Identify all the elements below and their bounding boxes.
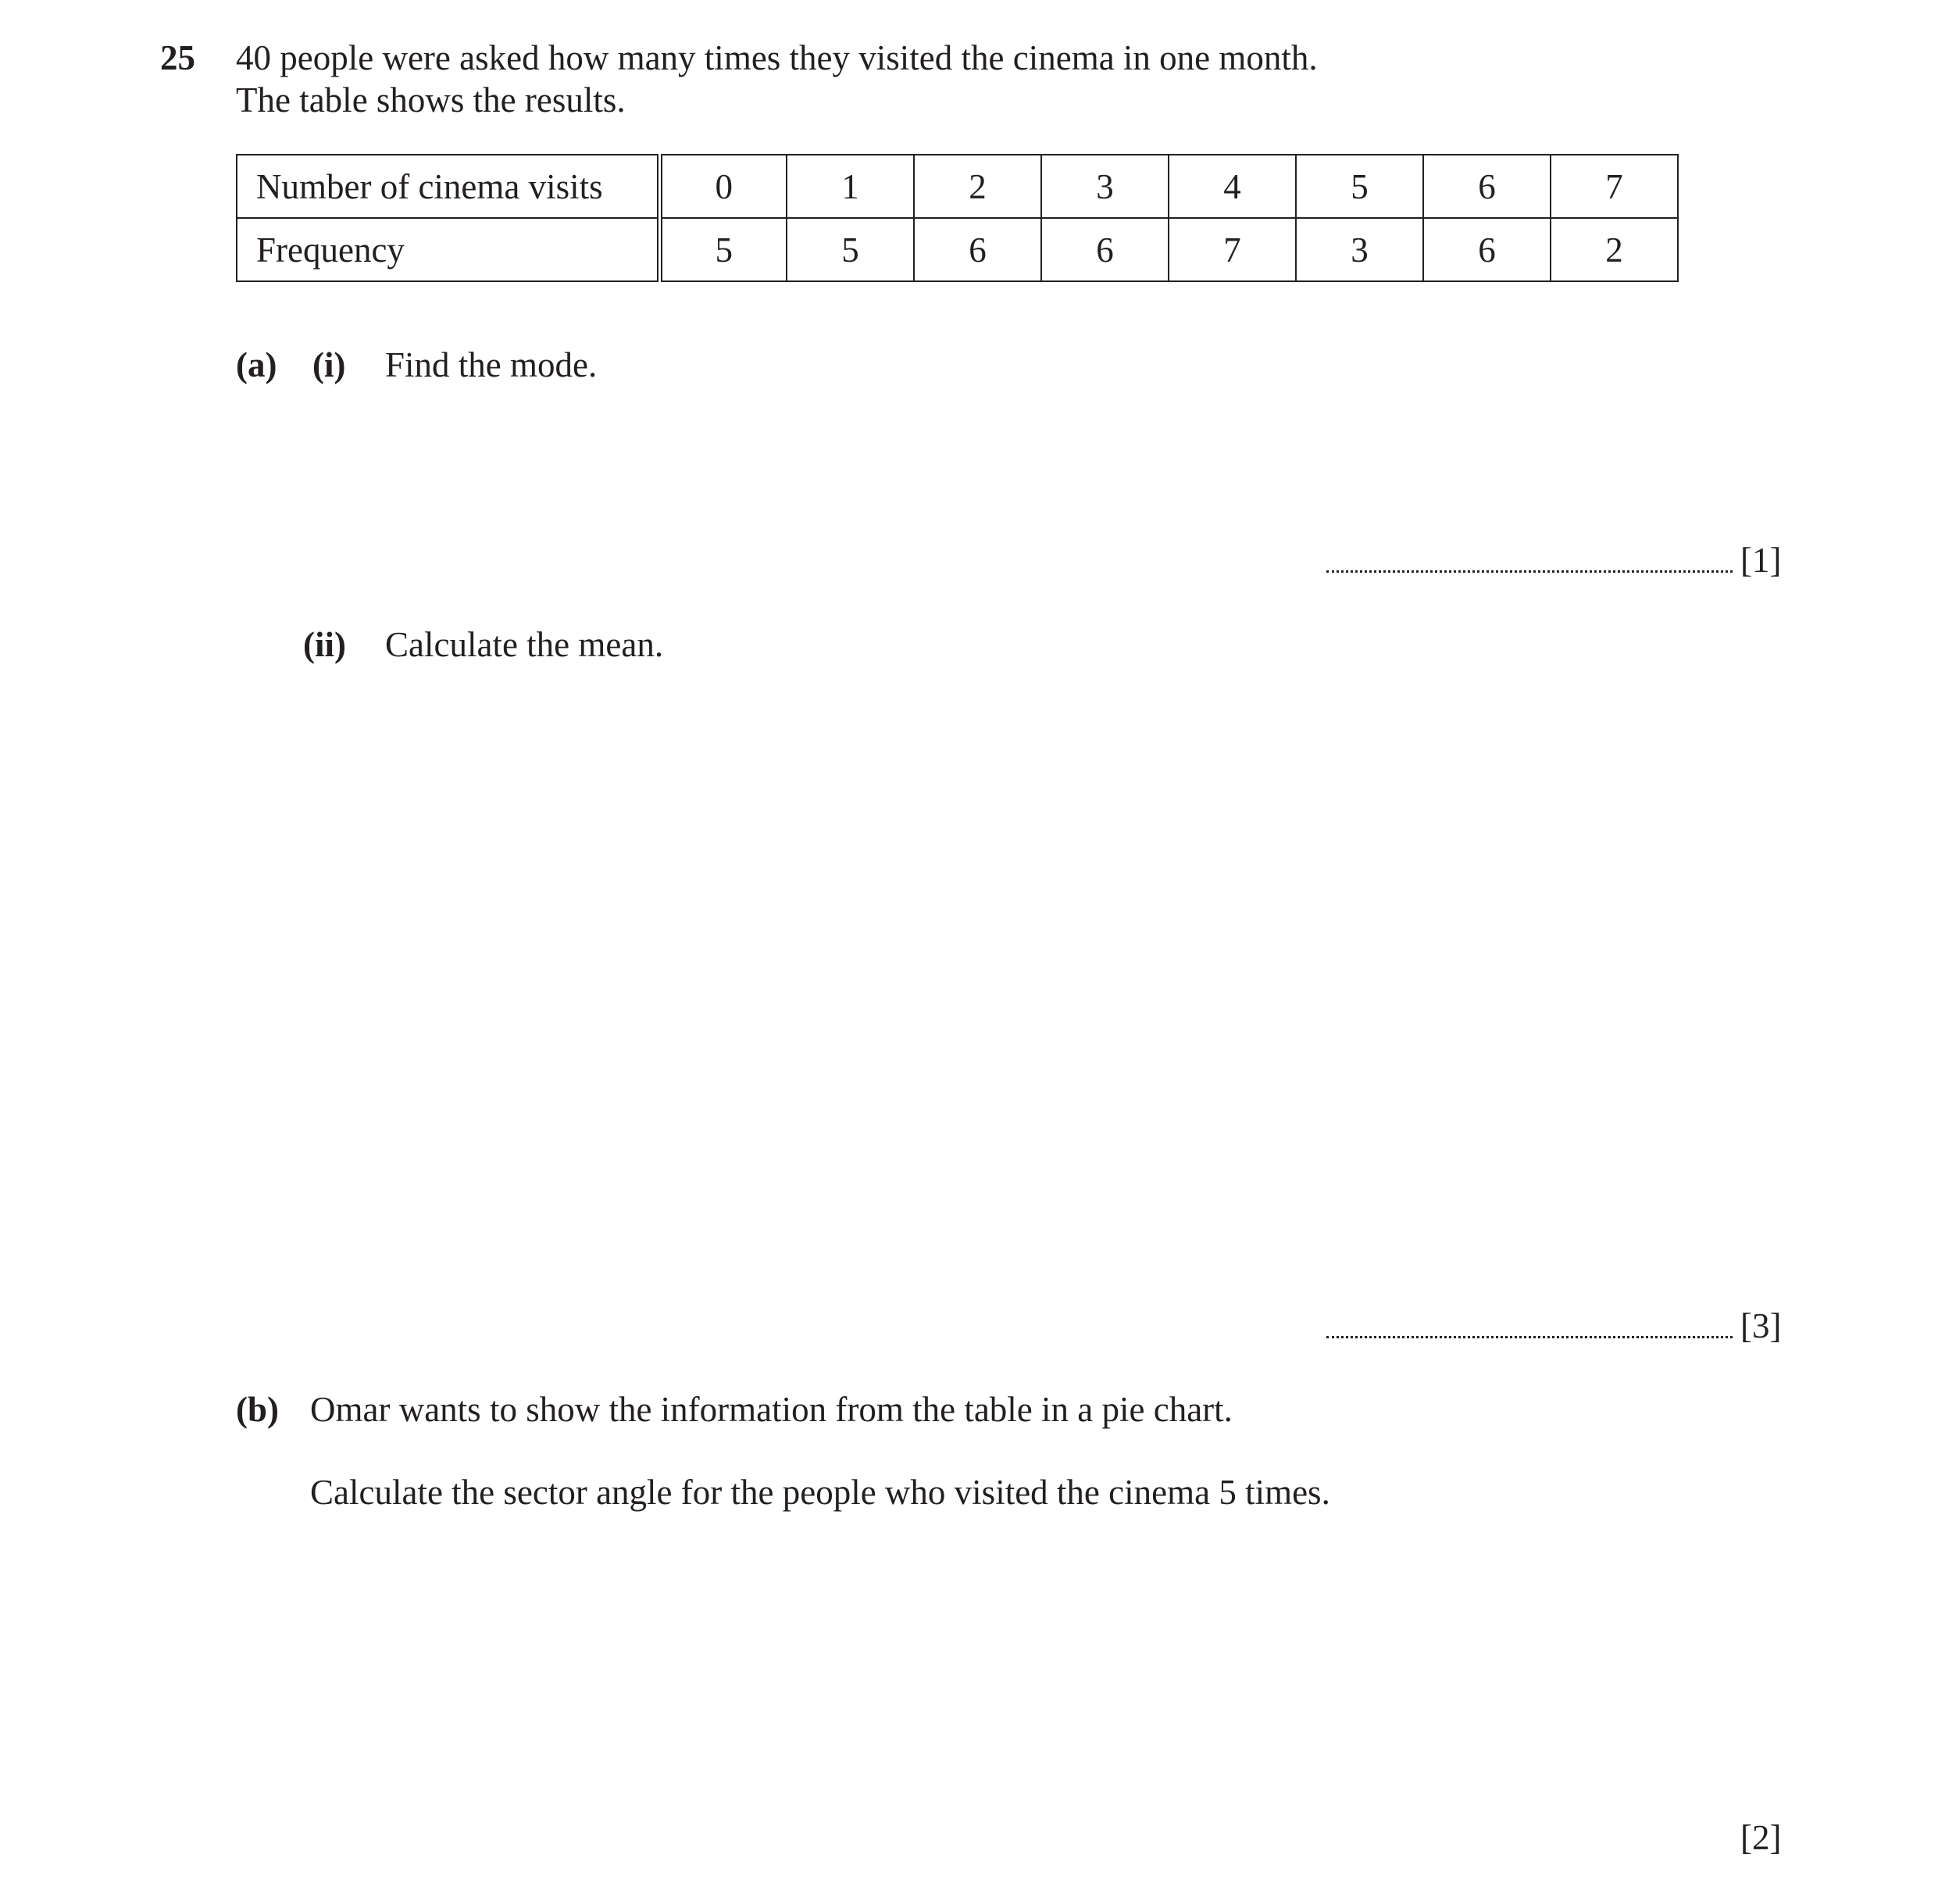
answer-line-a-i[interactable] bbox=[1326, 570, 1733, 573]
table-cell: 4 bbox=[1169, 155, 1296, 218]
part-a-ii-question: Calculate the mean. bbox=[385, 625, 664, 664]
question-intro-line-2: The table shows the results. bbox=[236, 80, 626, 120]
part-a-ii-label: (ii) bbox=[303, 625, 346, 664]
table-cell: 5 bbox=[659, 218, 787, 281]
table-cell: 6 bbox=[1041, 218, 1169, 281]
frequency-table bbox=[236, 154, 1679, 282]
table-row-frequency bbox=[237, 218, 1678, 281]
row-header-visits: Number of cinema visits bbox=[237, 155, 659, 218]
table-cell: 6 bbox=[1423, 218, 1551, 281]
table-cell: 2 bbox=[1551, 218, 1678, 281]
question-number: 25 bbox=[160, 38, 195, 77]
table-cell: 3 bbox=[1296, 218, 1423, 281]
part-b-text-line-1: Omar wants to show the information from the table in a pie chart. bbox=[310, 1390, 1233, 1429]
table-row-visits bbox=[237, 155, 1678, 218]
table-cell: 6 bbox=[1423, 155, 1551, 218]
part-b-question: Calculate the sector angle for the people who visited the cinema 5 times. bbox=[310, 1473, 1330, 1512]
marks-b: [2] bbox=[1740, 1818, 1782, 1857]
part-a-i-label: (i) bbox=[312, 345, 346, 384]
part-b-label: (b) bbox=[236, 1390, 279, 1429]
part-a-i-question: Find the mode. bbox=[385, 345, 598, 384]
marks-a-i: [1] bbox=[1740, 541, 1782, 580]
table-cell: 6 bbox=[914, 218, 1041, 281]
table-cell: 2 bbox=[914, 155, 1041, 218]
question-intro-line-1: 40 people were asked how many times they visited the cinema in one month. bbox=[236, 38, 1318, 77]
answer-line-a-ii[interactable] bbox=[1326, 1336, 1733, 1338]
table-cell: 5 bbox=[1296, 155, 1423, 218]
table-cell: 0 bbox=[659, 155, 787, 218]
table-cell: 1 bbox=[787, 155, 914, 218]
table-cell: 3 bbox=[1041, 155, 1169, 218]
table-cell: 7 bbox=[1169, 218, 1296, 281]
part-a-label: (a) bbox=[236, 345, 277, 384]
row-header-frequency: Frequency bbox=[237, 218, 659, 281]
marks-a-ii: [3] bbox=[1740, 1306, 1782, 1345]
table-cell: 7 bbox=[1551, 155, 1678, 218]
table-cell: 5 bbox=[787, 218, 914, 281]
